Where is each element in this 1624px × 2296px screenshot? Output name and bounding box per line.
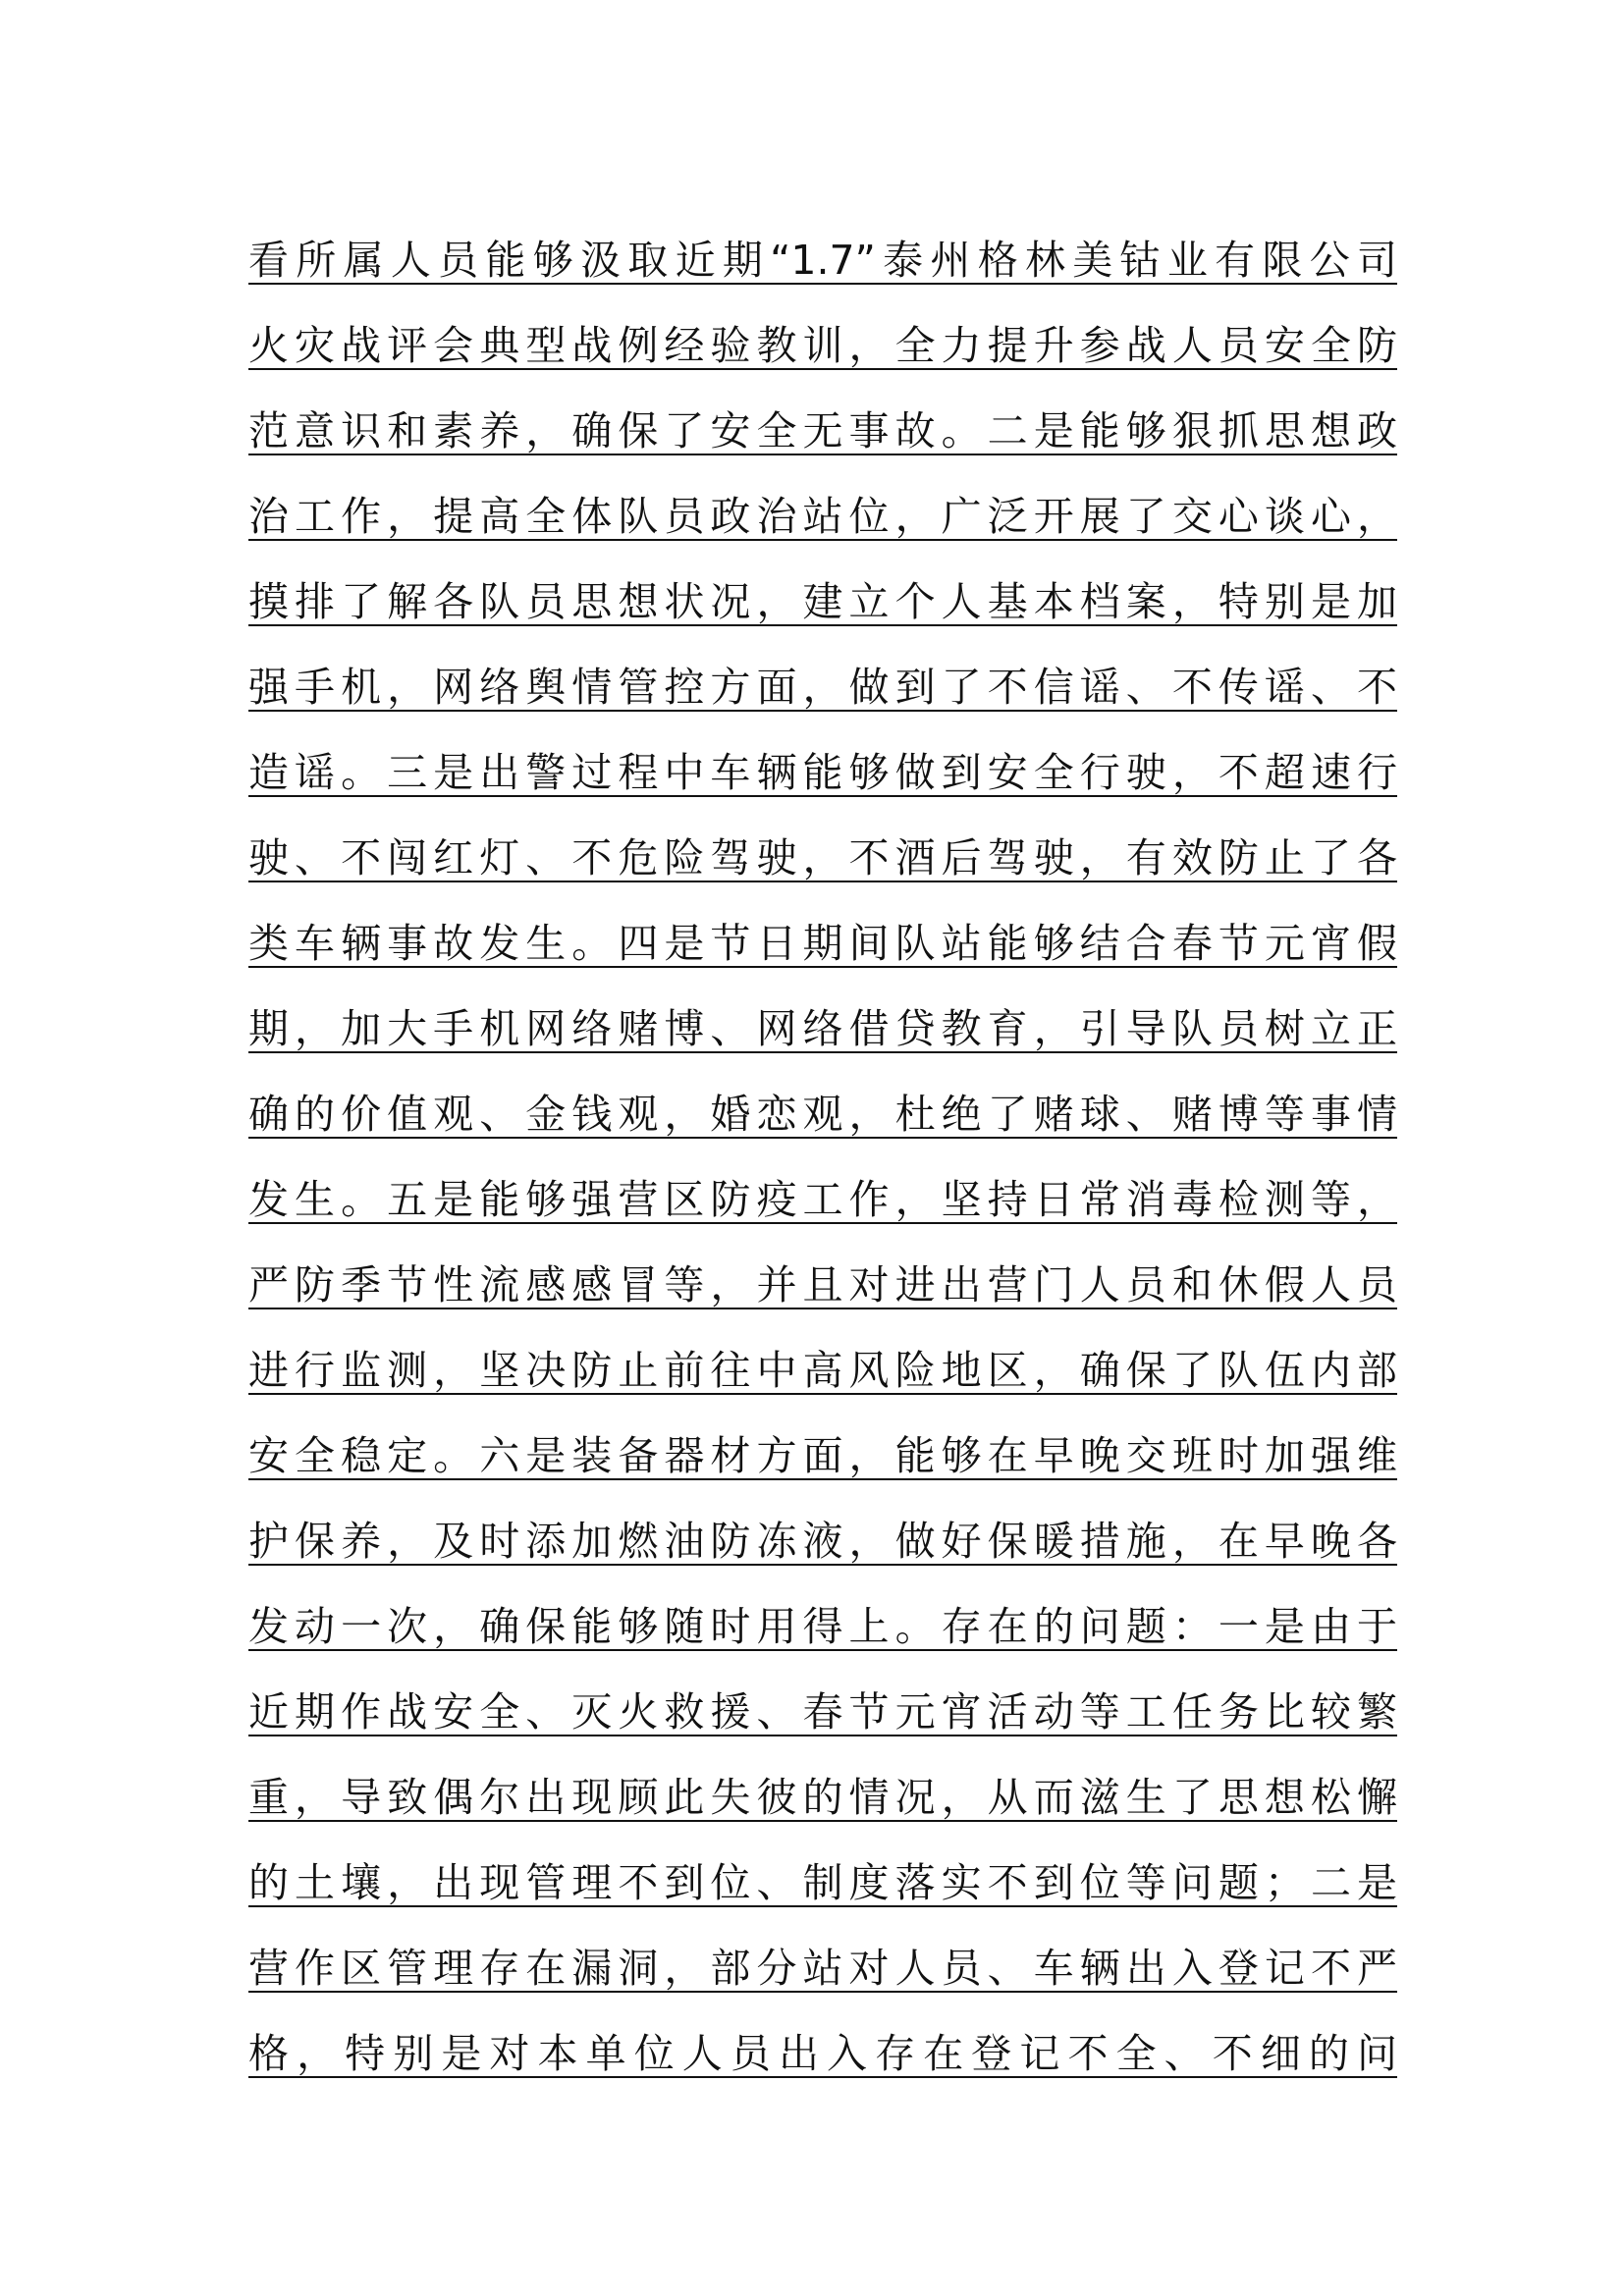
- text-line: 强手机，网络舆情管控方面，做到了不信谣、不传谣、不: [248, 664, 1397, 711]
- text-line: 火灾战评会典型战例经验教训，全力提升参战人员安全防: [248, 322, 1397, 369]
- text-line: 范意识和素养，确保了安全无事故。二是能够狠抓思想政: [248, 407, 1397, 454]
- text-line: 确的价值观、金钱观，婚恋观，杜绝了赌球、赌博等事情: [248, 1091, 1397, 1138]
- text-line: 期，加大手机网络赌博、网络借贷教育，引导队员树立正: [248, 1005, 1397, 1052]
- text-line: 严防季节性流感感冒等，并且对进出营门人员和休假人员: [248, 1261, 1397, 1308]
- text-line: 发动一次，确保能够随时用得上。存在的问题：一是由于: [248, 1603, 1397, 1650]
- text-line: 看所属人员能够汲取近期“1.7”泰州格林美钴业有限公司: [248, 237, 1397, 284]
- text-line: 造谣。三是出警过程中车辆能够做到安全行驶，不超速行: [248, 749, 1397, 796]
- text-line: 护保养，及时添加燃油防冻液，做好保暖措施，在早晚各: [248, 1518, 1397, 1565]
- text-line: 近期作战安全、灭火救援、春节元宵活动等工任务比较繁: [248, 1688, 1397, 1735]
- text-line: 治工作，提高全体队员政治站位，广泛开展了交心谈心，: [248, 493, 1397, 540]
- body-text: [248, 218, 1397, 2097]
- text-line: 的土壤，出现管理不到位、制度落实不到位等问题；二是: [248, 1859, 1397, 1906]
- text-line: 格，特别是对本单位人员出入存在登记不全、不细的问: [248, 2030, 1397, 2077]
- text-line: 安全稳定。六是装备器材方面，能够在早晚交班时加强维: [248, 1432, 1397, 1479]
- text-line: 发生。五是能够强营区防疫工作，坚持日常消毒检测等，: [248, 1176, 1397, 1223]
- text-line: 重，导致偶尔出现顾此失彼的情况，从而滋生了思想松懈: [248, 1774, 1397, 1821]
- text-line: 驶、不闯红灯、不危险驾驶，不酒后驾驶，有效防止了各: [248, 834, 1397, 881]
- text-line: 摸排了解各队员思想状况，建立个人基本档案，特别是加: [248, 578, 1397, 625]
- text-line: 营作区管理存在漏洞，部分站对人员、车辆出入登记不严: [248, 1945, 1397, 1992]
- text-line: 类车辆事故发生。四是节日期间队站能够结合春节元宵假: [248, 920, 1397, 967]
- text-line: 进行监测，坚决防止前往中高风险地区，确保了队伍内部: [248, 1347, 1397, 1394]
